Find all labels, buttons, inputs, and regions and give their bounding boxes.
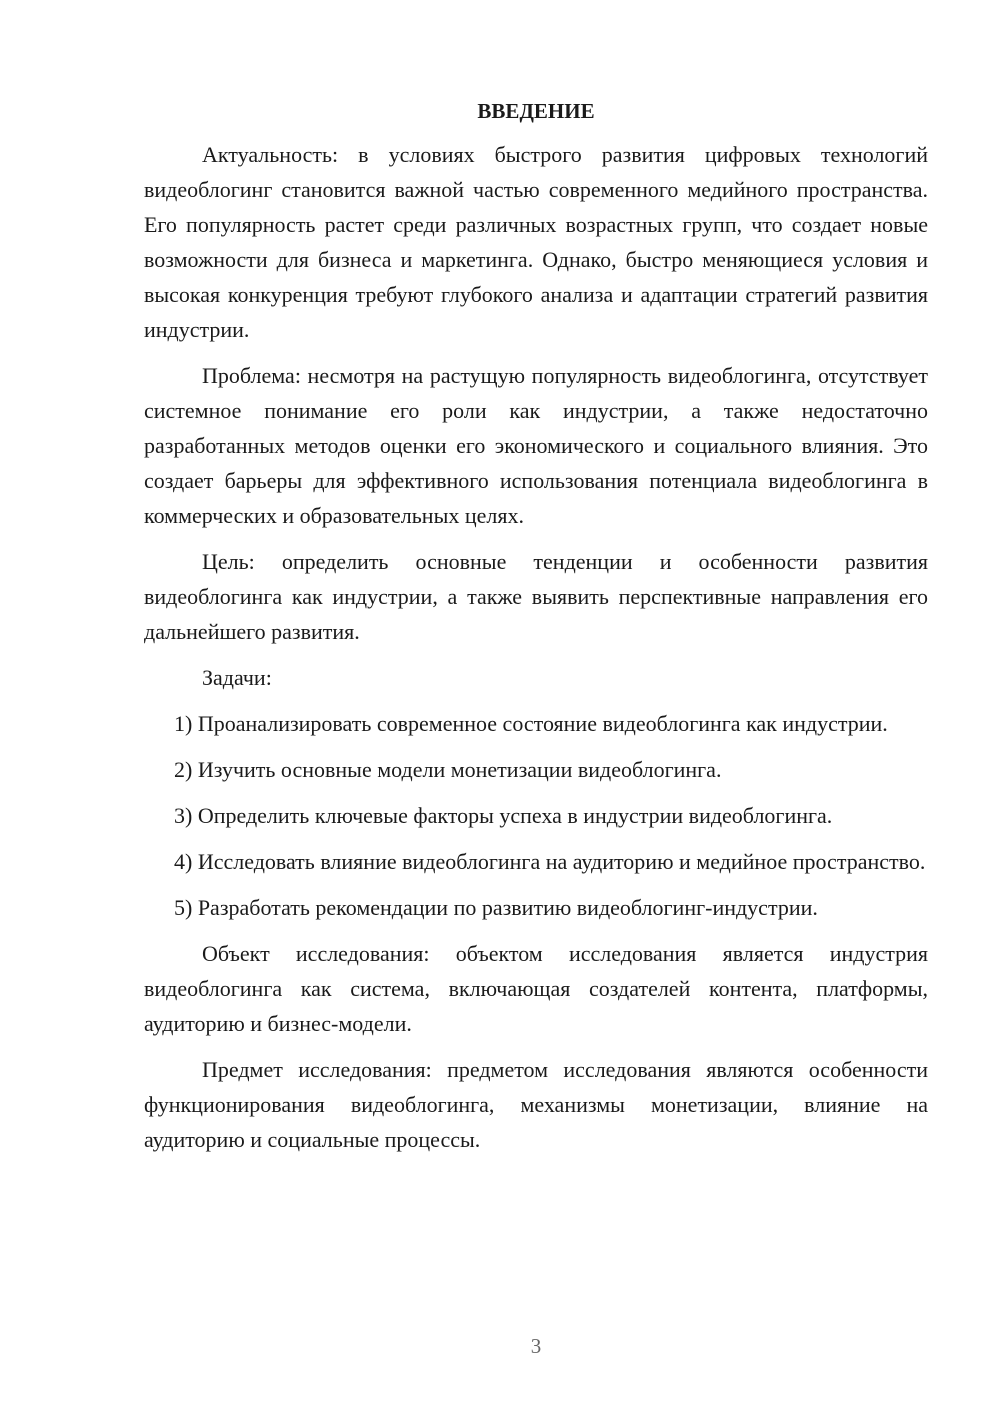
- task-item-5: 5) Разработать рекомендации по развитию видеоблогинг-индустрии.: [174, 895, 818, 920]
- task-item-4: 4) Исследовать влияние видеоблогинга на аудиторию и медийное пространство.: [174, 849, 926, 874]
- task-item-2: 2) Изучить основные модели монетизации видеоблогинга.: [174, 757, 722, 782]
- research-object-paragraph: Объект исследования: объектом исследования является индустрия видеоблогинга как система, включающая создателей контента, платформы, аудиторию и бизнес-модели.: [144, 941, 928, 1036]
- tasks-heading: Задачи:: [202, 665, 272, 690]
- task-item-3: 3) Определить ключевые факторы успеха в индустрии видеоблогинга.: [174, 803, 833, 828]
- page-title: ВВЕДЕНИЕ: [477, 99, 595, 123]
- problem-paragraph: Проблема: несмотря на растущую популярность видеоблогинга, отсутствует системное понимание его роли как индустрии, а также недостаточно разработанных методов оценки его экономического и социального влияния. Это создает барьеры для эффективного использования потенциала видеоблогинга в коммерческих и образовательных целях.: [144, 363, 928, 528]
- relevance-paragraph: Актуальность: в условиях быстрого развития цифровых технологий видеоблогинг становится важной частью современного медийного пространства. Его популярность растет среди различных возрастных групп, что создает новые возможности для бизнеса и маркетинга. Однако, быстро меняющиеся условия и высокая конкуренция требуют глубокого анализа и адаптации стратегий развития индустрии.: [144, 142, 928, 342]
- research-subject-paragraph: Предмет исследования: предметом исследования являются особенности функционирования видеоблогинга, механизмы монетизации, влияние на аудиторию и социальные процессы.: [144, 1057, 928, 1152]
- page-content: [144, 96, 928, 1168]
- task-item-1: 1) Проанализировать современное состояние видеоблогинга как индустрии.: [174, 711, 888, 736]
- goal-paragraph: Цель: определить основные тенденции и особенности развития видеоблогинга как индустрии, а также выявить перспективные направления его дальнейшего развития.: [144, 549, 928, 644]
- page-number: 3: [530, 1334, 542, 1358]
